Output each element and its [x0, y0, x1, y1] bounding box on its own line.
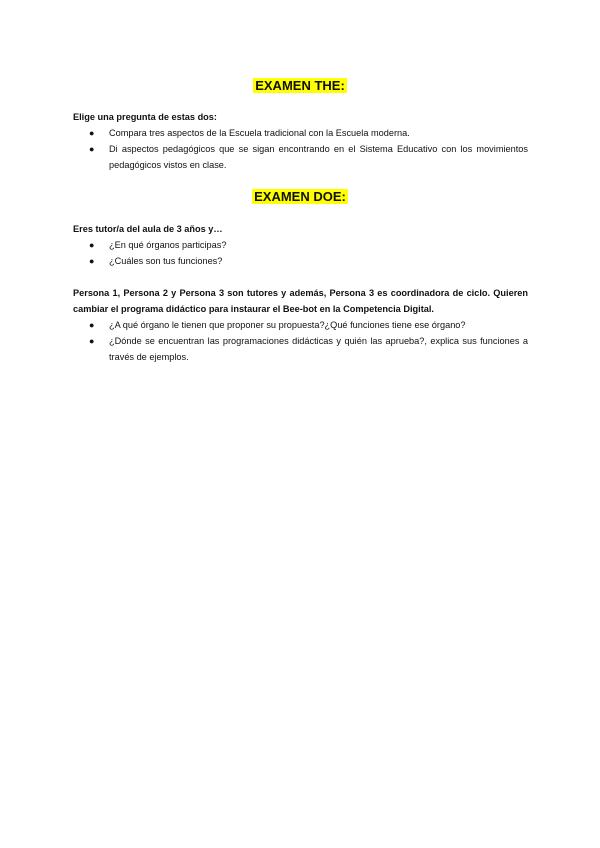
list-item-text: ¿Dónde se encuentran las programaciones didácticas y quién las aprueba?, explica sus funciones a través de ejemplos.: [109, 336, 528, 362]
exam-the-heading: [0, 78, 600, 93]
list-item: [73, 317, 528, 333]
exam-doe-lead: Eres tutor/a del aula de 3 años y…: [73, 224, 223, 234]
bullet-icon: ●: [89, 256, 95, 266]
exam-doe-title: EXAMEN DOE:: [254, 189, 346, 204]
exam-the-list: [73, 125, 528, 173]
bullet-icon: ●: [89, 336, 95, 346]
exam-the-lead: Elige una pregunta de estas dos:: [73, 112, 217, 122]
bullet-icon: ●: [89, 320, 95, 330]
scenario-section: [73, 285, 528, 365]
bullet-icon: ●: [89, 240, 95, 250]
list-item-text: Di aspectos pedagógicos que se sigan encontrando en el Sistema Educativo con los movimientos pedagógicos vistos en clase.: [109, 144, 528, 170]
scenario-text: Persona 1, Persona 2 y Persona 3 son tutores y además, Persona 3 es coordinadora de ciclo. Quieren cambiar el programa didáctico para instaurar el Bee-bot en la Competencia Digital.: [73, 288, 528, 314]
exam-the-title: EXAMEN THE:: [255, 78, 345, 93]
exam-doe-heading: [0, 189, 600, 204]
exam-doe-list: [73, 237, 528, 269]
list-item-text: ¿En qué órganos participas?: [109, 240, 227, 250]
bullet-icon: ●: [89, 128, 95, 138]
list-item: [73, 125, 528, 141]
list-item: [73, 253, 528, 269]
exam-the-section: [73, 109, 528, 173]
list-item: [73, 237, 528, 253]
bullet-icon: ●: [89, 144, 95, 154]
list-item: [73, 141, 528, 173]
scenario-list: [73, 317, 528, 365]
list-item: [73, 333, 528, 365]
exam-doe-section: [73, 221, 528, 269]
list-item-text: Compara tres aspectos de la Escuela tradicional con la Escuela moderna.: [109, 128, 410, 138]
list-item-text: ¿Cuáles son tus funciones?: [109, 256, 223, 266]
list-item-text: ¿A qué órgano le tienen que proponer su propuesta?¿Qué funciones tiene ese órgano?: [109, 320, 466, 330]
